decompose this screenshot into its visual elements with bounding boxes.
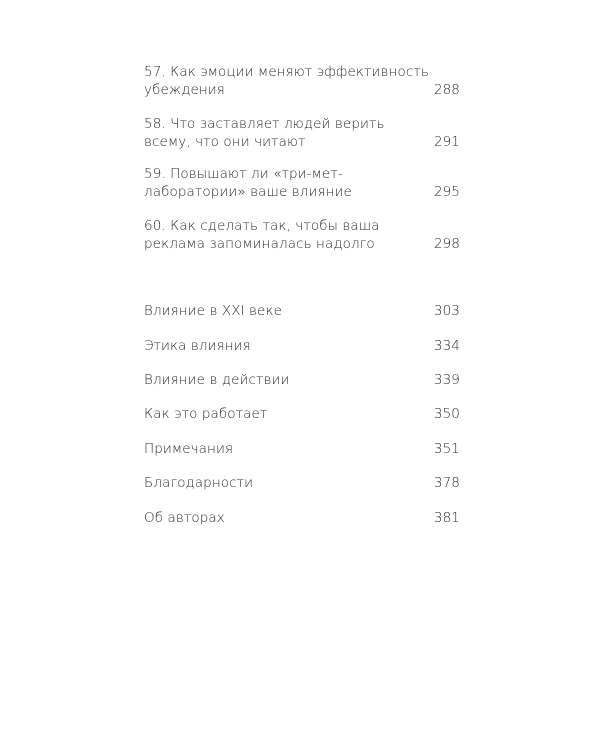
toc-entry-page-number: 378 bbox=[433, 475, 460, 491]
toc-entry-page-number: 381 bbox=[433, 510, 460, 526]
toc-entry-acknowledgements[interactable] bbox=[144, 474, 460, 492]
toc-entry-title: Об авторах bbox=[144, 510, 225, 526]
toc-entry-title: 58. Что заставляет людей верить всему, что они читают bbox=[144, 116, 385, 150]
toc-entry-page-number: 303 bbox=[433, 303, 460, 319]
toc-entry-title: Влияние в XXI веке bbox=[144, 303, 282, 319]
toc-entry-notes[interactable] bbox=[144, 440, 460, 458]
toc-entry-influence-in-action[interactable] bbox=[144, 371, 460, 389]
toc-entry-title: 59. Повышают ли «три-мет-лаборатории» ваше влияние bbox=[144, 166, 352, 200]
toc-entry-page-number: 298 bbox=[433, 236, 460, 252]
toc-entry-chapter-60[interactable] bbox=[144, 217, 460, 253]
toc-entry-chapter-57[interactable] bbox=[144, 63, 460, 99]
toc-entry-how-it-works[interactable] bbox=[144, 405, 460, 423]
toc-entry-title: Благодарности bbox=[144, 475, 254, 491]
toc-entry-page-number: 350 bbox=[433, 406, 460, 422]
toc-entry-about-authors[interactable] bbox=[144, 509, 460, 527]
toc-entry-chapter-58[interactable] bbox=[144, 115, 460, 151]
toc-entry-chapter-59[interactable] bbox=[144, 165, 460, 201]
toc-entry-title: Как это работает bbox=[144, 406, 268, 422]
toc-entry-ethics-of-influence[interactable] bbox=[144, 337, 460, 355]
toc-entry-page-number: 295 bbox=[433, 184, 460, 200]
toc-entry-title: Влияние в действии bbox=[144, 372, 290, 388]
toc-entry-title: Примечания bbox=[144, 441, 234, 457]
toc-entry-page-number: 339 bbox=[433, 372, 460, 388]
toc-entry-page-number: 351 bbox=[433, 441, 460, 457]
toc-entry-title: 57. Как эмоции меняют эффективность убеждения bbox=[144, 64, 429, 98]
toc-entry-page-number: 288 bbox=[433, 82, 460, 98]
toc-entry-title: 60. Как сделать так, чтобы ваша реклама запоминалась надолго bbox=[144, 218, 380, 252]
toc-entry-influence-21st-century[interactable] bbox=[144, 302, 460, 320]
toc-entry-page-number: 334 bbox=[433, 338, 460, 354]
toc-entry-page-number: 291 bbox=[433, 134, 460, 150]
toc-entry-title: Этика влияния bbox=[144, 338, 251, 354]
